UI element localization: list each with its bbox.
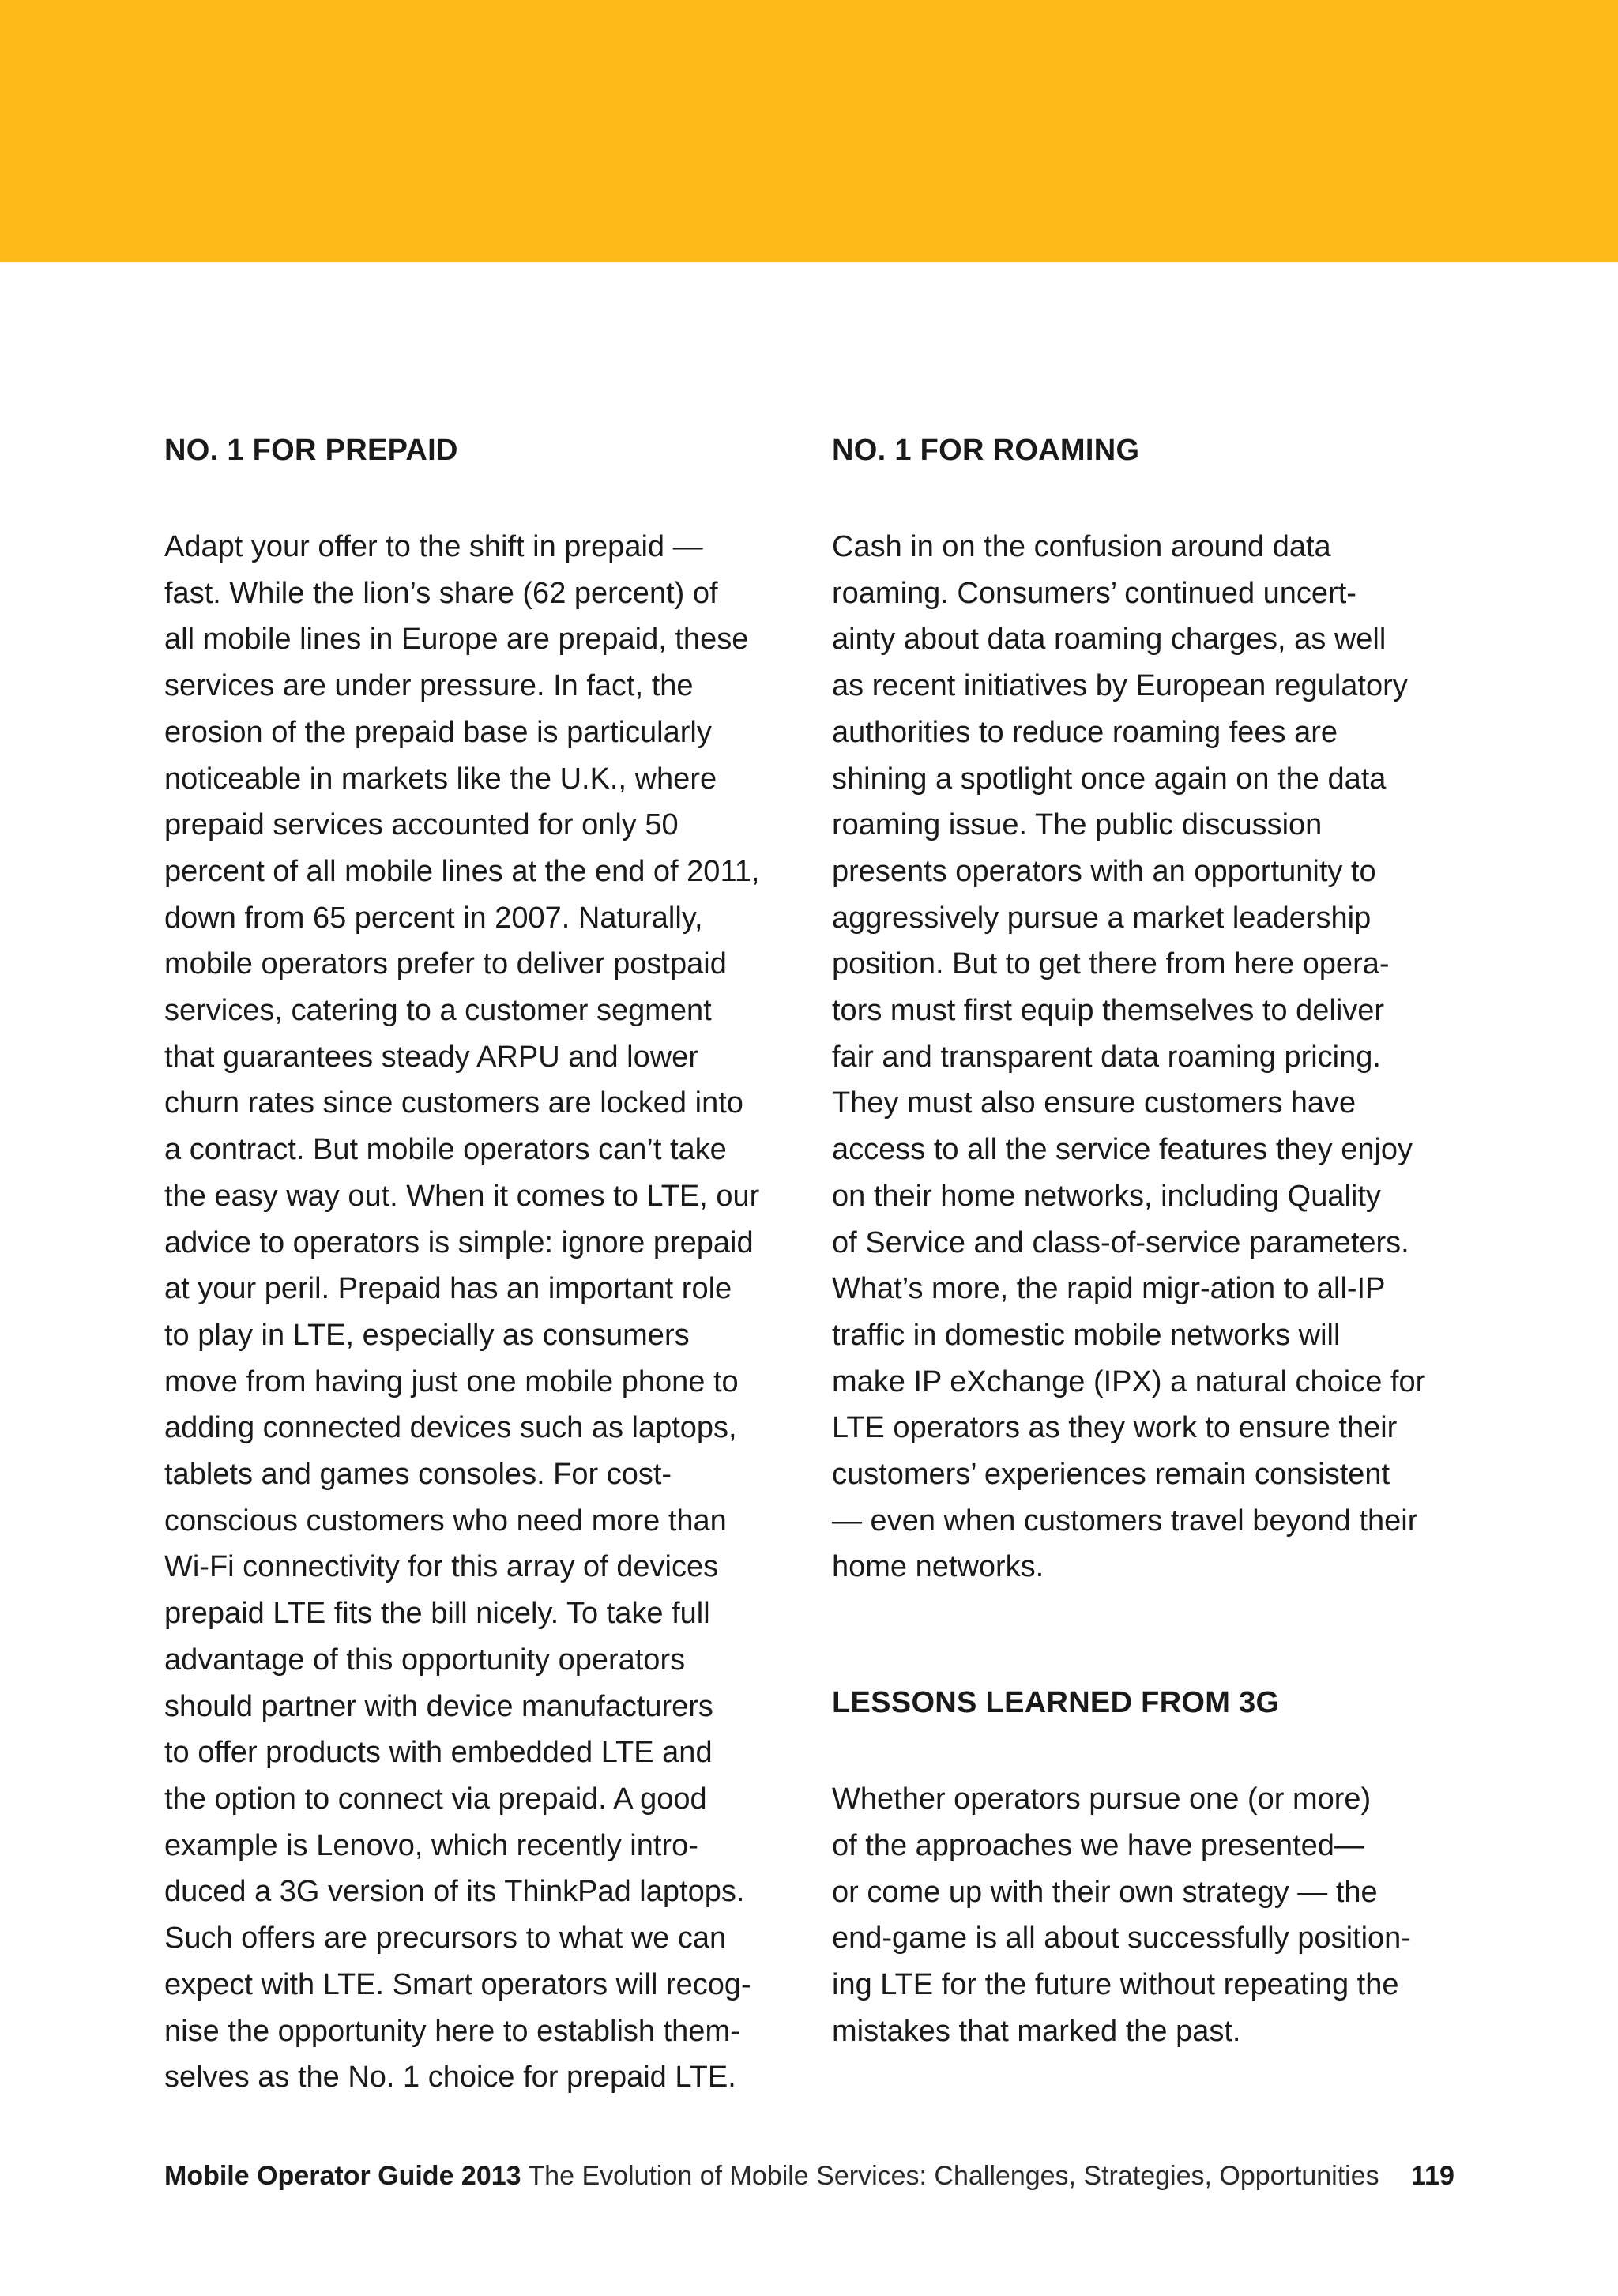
text-line: percent of all mobile lines at the end of 2011,	[164, 854, 760, 888]
text-line: to play in LTE, especially as consumers	[164, 1318, 690, 1352]
text-line: to offer products with embedded LTE and	[164, 1736, 713, 1770]
text-line: Wi-Fi connectivity for this array of devices	[164, 1550, 719, 1584]
text-line: access to all the service features they enjoy	[832, 1133, 1413, 1167]
text-line: Adapt your offer to the shift in prepaid —	[164, 530, 703, 563]
text-line: What’s more, the rapid migr-ation to all-IP	[832, 1272, 1386, 1306]
header-color-band	[0, 0, 1618, 262]
text-line: Whether operators pursue one (or more)	[832, 1782, 1372, 1816]
text-line: as recent initiatives by European regulatory	[832, 669, 1408, 703]
text-line: move from having just one mobile phone to	[164, 1364, 739, 1398]
text-line: authorities to reduce roaming fees are	[832, 715, 1338, 749]
text-line: position. But to get there from here opera-	[832, 947, 1390, 981]
text-line: prepaid LTE fits the bill nicely. To take full	[164, 1597, 710, 1631]
text-line: — even when customers travel beyond their	[832, 1504, 1418, 1538]
text-line: down from 65 percent in 2007. Naturally,	[164, 901, 703, 935]
text-line: of Service and class-of-service parameters.	[832, 1225, 1409, 1259]
text-line: end-game is all about successfully position-	[832, 1921, 1411, 1955]
text-line: expect with LTE. Smart operators will recog-	[164, 1967, 751, 2001]
text-line: that guarantees steady ARPU and lower	[164, 1040, 698, 1074]
text-line: tors must first equip themselves to deliver	[832, 994, 1385, 1028]
text-line: noticeable in markets like the U.K., where	[164, 762, 717, 796]
text-line: mobile operators prefer to deliver postpaid	[164, 947, 727, 981]
section-heading-lessons: LESSONS LEARNED FROM 3G	[832, 1686, 1280, 1720]
left-column	[164, 431, 796, 2101]
text-line: conscious customers who need more than	[164, 1504, 727, 1538]
text-line: LTE operators as they work to ensure their	[832, 1411, 1398, 1445]
page-number: 119	[1411, 2161, 1454, 2191]
text-line: traffic in domestic mobile networks will	[832, 1318, 1341, 1352]
text-line: roaming. Consumers’ continued uncert-	[832, 576, 1356, 610]
text-line: Such offers are precursors to what we can	[164, 1921, 727, 1955]
text-line: advantage of this opportunity operators	[164, 1643, 686, 1677]
text-line: ing LTE for the future without repeating the	[832, 1967, 1399, 2001]
text-line: fast. While the lion’s share (62 percent) of	[164, 576, 718, 610]
text-line: erosion of the prepaid base is particularly	[164, 715, 712, 749]
text-line: services, catering to a customer segment	[164, 994, 712, 1028]
footer-guide-title: Mobile Operator Guide 2013	[164, 2161, 521, 2191]
text-line: fair and transparent data roaming pricing.	[832, 1040, 1381, 1074]
roaming-paragraph	[832, 524, 1464, 1590]
text-line: prepaid services accounted for only 50	[164, 808, 679, 842]
text-line: all mobile lines in Europe are prepaid, these	[164, 623, 749, 657]
page-footer	[164, 2159, 1460, 2193]
text-line: Cash in on the confusion around data	[832, 530, 1331, 563]
text-line: duced a 3G version of its ThinkPad laptops.	[164, 1875, 745, 1909]
text-line: presents operators with an opportunity to	[832, 854, 1376, 888]
text-line: tablets and games consoles. For cost-	[164, 1458, 672, 1492]
section-heading-roaming: NO. 1 FOR ROAMING	[832, 434, 1140, 467]
text-line: or come up with their own strategy — the	[832, 1875, 1378, 1909]
text-line: of the approaches we have presented—	[832, 1828, 1364, 1862]
footer-subtitle: The Evolution of Mobile Services: Challenges, Strategies, Opportunities	[528, 2161, 1379, 2191]
text-line: adding connected devices such as laptops,	[164, 1411, 737, 1445]
right-column	[832, 431, 1464, 2054]
text-line: example is Lenovo, which recently intro-	[164, 1828, 698, 1862]
text-line: customers’ experiences remain consistent	[832, 1458, 1390, 1492]
text-line: mistakes that marked the past.	[832, 2014, 1241, 2048]
text-line: roaming issue. The public discussion	[832, 808, 1323, 842]
text-line: nise the opportunity here to establish them-	[164, 2014, 740, 2048]
text-line: services are under pressure. In fact, the	[164, 669, 694, 703]
text-line: They must also ensure customers have	[832, 1086, 1356, 1120]
lessons-paragraph	[832, 1776, 1464, 2054]
text-line: advice to operators is simple: ignore prepaid	[164, 1225, 754, 1259]
text-line: ainty about data roaming charges, as well	[832, 623, 1387, 657]
text-line: home networks.	[832, 1550, 1044, 1584]
text-line: the easy way out. When it comes to LTE, our	[164, 1179, 760, 1213]
text-line: selves as the No. 1 choice for prepaid LTE.	[164, 2061, 736, 2095]
text-line: make IP eXchange (IPX) a natural choice for	[832, 1364, 1426, 1398]
text-line: churn rates since customers are locked into	[164, 1086, 743, 1120]
prepaid-paragraph	[164, 524, 796, 2101]
text-line: aggressively pursue a market leadership	[832, 901, 1372, 935]
text-line: shining a spotlight once again on the data	[832, 762, 1387, 796]
text-line: on their home networks, including Quality	[832, 1179, 1381, 1213]
text-line: the option to connect via prepaid. A good	[164, 1782, 707, 1816]
section-heading-prepaid: NO. 1 FOR PREPAID	[164, 434, 458, 467]
text-line: should partner with device manufacturers	[164, 1689, 713, 1723]
text-line: a contract. But mobile operators can’t take	[164, 1133, 727, 1167]
text-line: at your peril. Prepaid has an important role	[164, 1272, 732, 1306]
